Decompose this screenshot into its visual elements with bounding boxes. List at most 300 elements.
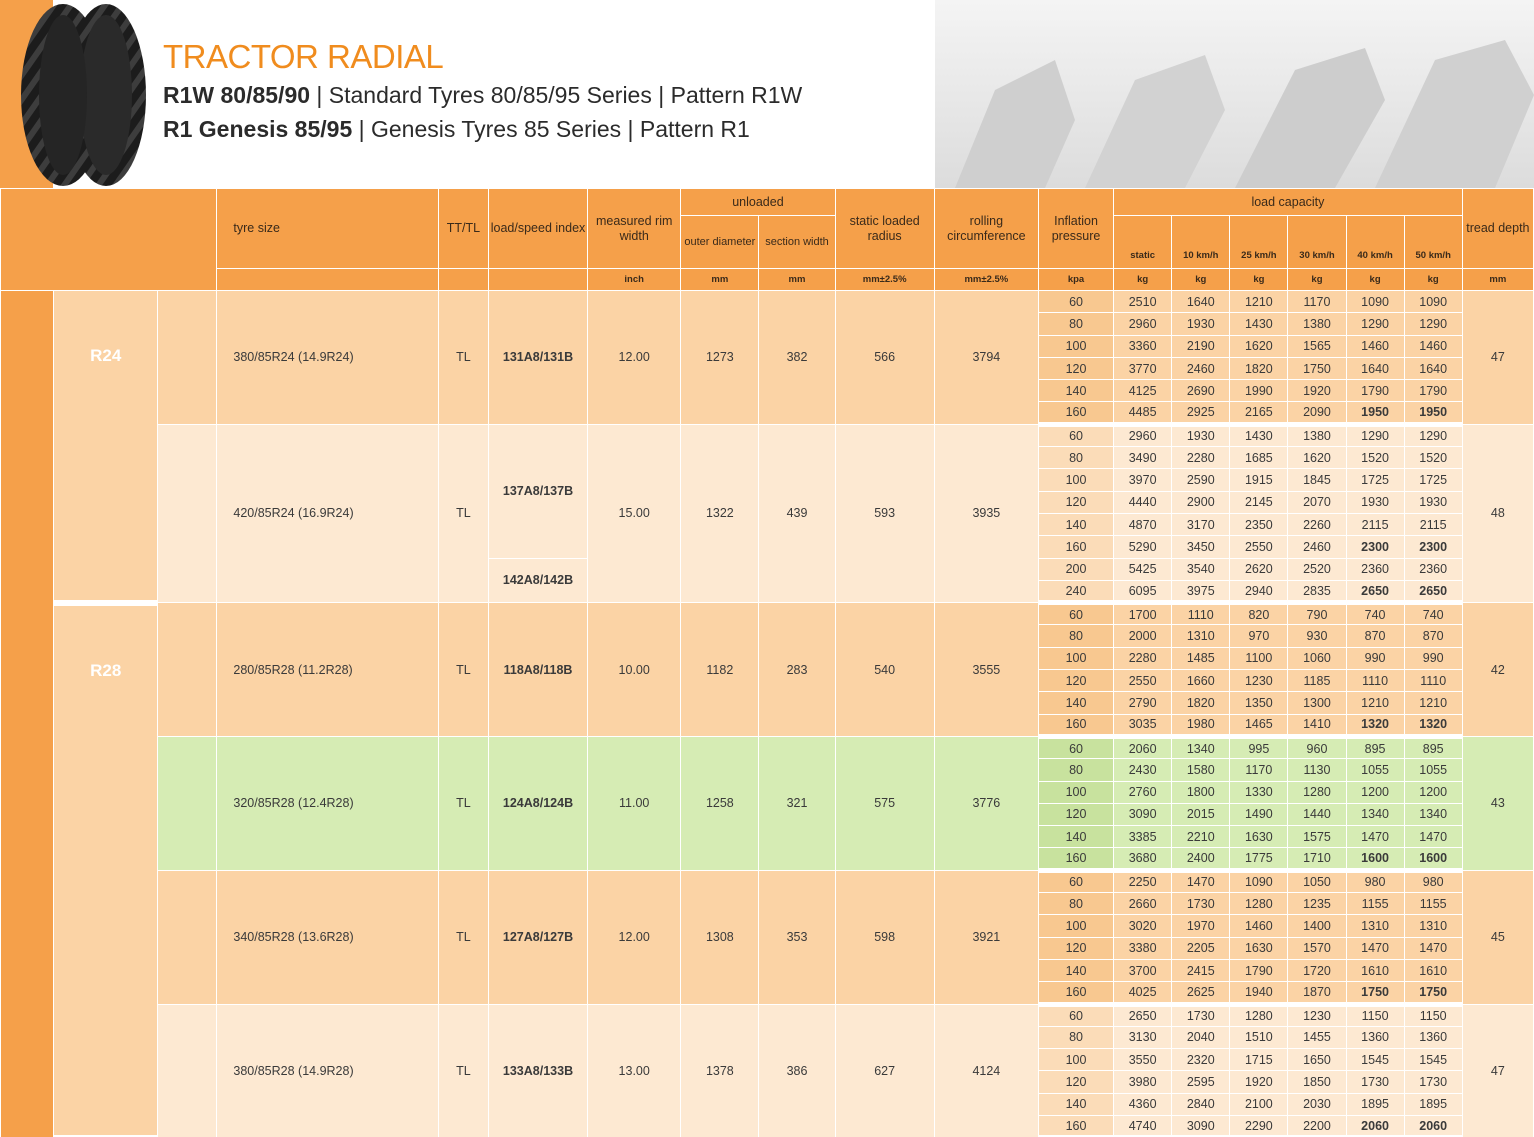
rim-width-cell: 15.00 (588, 424, 681, 602)
col-speed-10: 10 km/h (1172, 216, 1230, 269)
load-cell: 1510 (1230, 1026, 1288, 1048)
pressure-cell: 80 (1038, 313, 1113, 335)
load-cell: 1600 (1404, 848, 1462, 870)
pressure-cell: 120 (1038, 491, 1113, 513)
load-cell: 1895 (1404, 1093, 1462, 1115)
load-cell: 930 (1288, 625, 1346, 647)
load-cell: 1340 (1404, 803, 1462, 825)
pressure-cell: 100 (1038, 1049, 1113, 1071)
col-tt-tl: TT/TL (438, 189, 488, 269)
load-cell: 1545 (1404, 1049, 1462, 1071)
load-cell: 870 (1346, 625, 1404, 647)
load-cell: 990 (1346, 647, 1404, 669)
load-cell: 995 (1230, 736, 1288, 758)
load-cell: 1090 (1346, 291, 1404, 313)
col-rim-width (588, 189, 681, 269)
load-cell: 1380 (1288, 424, 1346, 446)
col-speed-static: static (1114, 216, 1172, 269)
load-cell: 2415 (1172, 959, 1230, 981)
load-cell: 1310 (1346, 915, 1404, 937)
pressure-cell: 60 (1038, 736, 1113, 758)
load-cell: 3450 (1172, 536, 1230, 558)
load-cell: 1350 (1230, 692, 1288, 714)
load-cell: 2620 (1230, 558, 1288, 580)
outer-diameter-cell: 1308 (681, 870, 759, 1004)
background-tread-image (935, 0, 1534, 188)
col-outer-diameter-label: outer diameter (684, 235, 756, 248)
load-cell: 1460 (1346, 335, 1404, 357)
pressure-cell: 100 (1038, 781, 1113, 803)
load-cell: 2520 (1288, 558, 1346, 580)
pressure-cell: 140 (1038, 380, 1113, 402)
pressure-cell: 200 (1038, 558, 1113, 580)
load-cell: 3020 (1114, 915, 1172, 937)
group-left-margin (1, 291, 54, 603)
load-cell: 2030 (1288, 1093, 1346, 1115)
static-radius-cell: 575 (835, 736, 934, 870)
load-speed-index-cell: 137A8/137B (488, 424, 587, 558)
load-cell: 1050 (1288, 870, 1346, 892)
load-cell: 1700 (1114, 603, 1172, 625)
load-cell: 1545 (1346, 1049, 1404, 1071)
load-cell: 1170 (1230, 759, 1288, 781)
unit-tread: mm (1462, 269, 1533, 291)
load-cell: 1310 (1404, 915, 1462, 937)
rolling-circ-cell: 3555 (934, 603, 1038, 737)
load-cell: 3090 (1114, 803, 1172, 825)
load-cell: 970 (1230, 625, 1288, 647)
load-cell: 1210 (1404, 692, 1462, 714)
load-cell: 4125 (1114, 380, 1172, 402)
load-cell: 2840 (1172, 1093, 1230, 1115)
load-cell: 895 (1346, 736, 1404, 758)
load-cell: 2460 (1172, 357, 1230, 379)
load-cell: 1800 (1172, 781, 1230, 803)
load-cell: 2660 (1114, 893, 1172, 915)
tt-tl-cell: TL (438, 603, 488, 737)
pressure-cell: 140 (1038, 513, 1113, 535)
load-cell: 2960 (1114, 313, 1172, 335)
load-cell: 1230 (1230, 670, 1288, 692)
col-speed-25: 25 km/h (1230, 216, 1288, 269)
static-radius-cell: 566 (835, 291, 934, 425)
unit-load-static: kg (1114, 269, 1172, 291)
outer-diameter-cell: 1378 (681, 1004, 759, 1137)
load-cell: 2280 (1172, 447, 1230, 469)
load-cell: 2650 (1404, 580, 1462, 602)
load-cell: 1090 (1404, 291, 1462, 313)
outer-diameter-cell: 1182 (681, 603, 759, 737)
load-cell: 1210 (1230, 291, 1288, 313)
pressure-cell: 60 (1038, 870, 1113, 892)
static-radius-cell: 627 (835, 1004, 934, 1137)
load-cell: 2250 (1114, 870, 1172, 892)
unit-tyre-size (217, 269, 438, 291)
load-cell: 1470 (1404, 937, 1462, 959)
load-cell: 2350 (1230, 513, 1288, 535)
load-cell: 2900 (1172, 491, 1230, 513)
load-cell: 1340 (1346, 803, 1404, 825)
load-cell: 1600 (1346, 848, 1404, 870)
load-cell: 1460 (1230, 915, 1288, 937)
load-cell: 3090 (1172, 1115, 1230, 1137)
load-cell: 1620 (1230, 335, 1288, 357)
load-cell: 2760 (1114, 781, 1172, 803)
col-speed-40: 40 km/h (1346, 216, 1404, 269)
load-cell: 1610 (1346, 959, 1404, 981)
load-cell: 1460 (1404, 335, 1462, 357)
col-speed-30: 30 km/h (1288, 216, 1346, 269)
pressure-cell: 60 (1038, 603, 1113, 625)
load-cell: 2190 (1172, 335, 1230, 357)
pressure-cell: 160 (1038, 1115, 1113, 1137)
load-cell: 790 (1288, 603, 1346, 625)
pressure-cell: 80 (1038, 893, 1113, 915)
load-cell: 3550 (1114, 1049, 1172, 1071)
load-cell: 1360 (1404, 1026, 1462, 1048)
col-rolling-circ-label: rolling circumference (947, 213, 1026, 243)
rim-width-cell: 12.00 (588, 291, 681, 425)
load-cell: 2940 (1230, 580, 1288, 602)
pressure-cell: 140 (1038, 826, 1113, 848)
tyre-spec-table-container (0, 188, 1534, 1137)
load-cell: 3130 (1114, 1026, 1172, 1048)
load-cell: 3980 (1114, 1071, 1172, 1093)
load-cell: 1440 (1288, 803, 1346, 825)
load-cell: 3170 (1172, 513, 1230, 535)
load-cell: 3035 (1114, 714, 1172, 736)
blank-cell (158, 291, 217, 425)
load-cell: 5425 (1114, 558, 1172, 580)
load-cell: 1750 (1288, 357, 1346, 379)
load-cell: 4485 (1114, 402, 1172, 424)
rim-group-label: R24 (54, 291, 158, 603)
col-section-width-label: section width (765, 235, 829, 248)
load-cell: 1155 (1346, 893, 1404, 915)
load-cell: 1340 (1172, 736, 1230, 758)
tt-tl-cell: TL (438, 736, 488, 870)
pressure-cell: 140 (1038, 1093, 1113, 1115)
load-cell: 2300 (1404, 536, 1462, 558)
col-static-radius (835, 189, 934, 269)
load-cell: 1750 (1404, 982, 1462, 1004)
load-cell: 1790 (1346, 380, 1404, 402)
pressure-cell: 140 (1038, 959, 1113, 981)
load-cell: 1290 (1404, 424, 1462, 446)
load-cell: 1300 (1288, 692, 1346, 714)
load-cell: 895 (1404, 736, 1462, 758)
pressure-cell: 120 (1038, 937, 1113, 959)
table-row (1, 1004, 1534, 1026)
load-cell: 2115 (1404, 513, 1462, 535)
rolling-circ-cell: 3935 (934, 424, 1038, 602)
load-cell: 1320 (1346, 714, 1404, 736)
outer-diameter-cell: 1258 (681, 736, 759, 870)
load-cell: 1930 (1172, 424, 1230, 446)
load-cell: 2100 (1230, 1093, 1288, 1115)
load-cell: 1235 (1288, 893, 1346, 915)
load-cell: 2320 (1172, 1049, 1230, 1071)
pressure-cell: 80 (1038, 759, 1113, 781)
load-cell: 2510 (1114, 291, 1172, 313)
load-cell: 3700 (1114, 959, 1172, 981)
load-cell: 740 (1346, 603, 1404, 625)
load-cell: 1640 (1404, 357, 1462, 379)
load-cell: 1055 (1404, 759, 1462, 781)
tread-depth-cell: 47 (1462, 1004, 1533, 1137)
load-cell: 2015 (1172, 803, 1230, 825)
load-cell: 2205 (1172, 937, 1230, 959)
col-speed-50: 50 km/h (1404, 216, 1462, 269)
tyre-size-cell: 320/85R28 (12.4R28) (217, 736, 438, 870)
load-cell: 1360 (1346, 1026, 1404, 1048)
pressure-cell: 80 (1038, 625, 1113, 647)
col-rim-width-label: measured rim width (595, 213, 673, 243)
blank-cell (158, 424, 217, 602)
tyre-size-cell: 380/85R28 (14.9R28) (217, 1004, 438, 1137)
col-inflation-label: Inflation pressure (1051, 213, 1101, 243)
col-static-radius-label: static loaded radius (849, 213, 920, 243)
pressure-cell: 100 (1038, 469, 1113, 491)
load-cell: 2430 (1114, 759, 1172, 781)
load-cell: 1150 (1404, 1004, 1462, 1026)
load-cell: 1580 (1172, 759, 1230, 781)
unit-tt-tl (438, 269, 488, 291)
load-cell: 1845 (1288, 469, 1346, 491)
load-cell: 2650 (1114, 1004, 1172, 1026)
load-cell: 2290 (1230, 1115, 1288, 1137)
load-cell: 1970 (1172, 915, 1230, 937)
load-cell: 2060 (1346, 1115, 1404, 1137)
load-cell: 1715 (1230, 1049, 1288, 1071)
load-cell: 6095 (1114, 580, 1172, 602)
outer-diameter-cell: 1322 (681, 424, 759, 602)
load-cell: 1790 (1230, 959, 1288, 981)
load-cell: 1725 (1346, 469, 1404, 491)
unit-load-50: kg (1404, 269, 1462, 291)
load-cell: 2625 (1172, 982, 1230, 1004)
load-cell: 1110 (1404, 670, 1462, 692)
outer-diameter-cell: 1273 (681, 291, 759, 425)
pressure-cell: 100 (1038, 915, 1113, 937)
load-cell: 1930 (1346, 491, 1404, 513)
load-cell: 4025 (1114, 982, 1172, 1004)
load-cell: 2280 (1114, 647, 1172, 669)
load-cell: 2595 (1172, 1071, 1230, 1093)
load-cell: 1430 (1230, 313, 1288, 335)
pressure-cell: 160 (1038, 848, 1113, 870)
load-cell: 1725 (1404, 469, 1462, 491)
load-cell: 1470 (1346, 826, 1404, 848)
load-cell: 1710 (1288, 848, 1346, 870)
load-cell: 1790 (1404, 380, 1462, 402)
load-cell: 1130 (1288, 759, 1346, 781)
load-cell: 2300 (1346, 536, 1404, 558)
load-cell: 1720 (1288, 959, 1346, 981)
load-cell: 1470 (1172, 870, 1230, 892)
load-cell: 4870 (1114, 513, 1172, 535)
table-row (1, 424, 1534, 446)
load-cell: 3770 (1114, 357, 1172, 379)
section-width-cell: 353 (759, 870, 835, 1004)
unit-rim: inch (588, 269, 681, 291)
subtitle-line-1 (163, 82, 802, 109)
tread-depth-cell: 43 (1462, 736, 1533, 870)
col-tread-depth-label: tread depth (1466, 221, 1530, 235)
load-cell: 1330 (1230, 781, 1288, 803)
load-cell: 1520 (1346, 447, 1404, 469)
pattern-name-r1w: R1W 80/85/90 (163, 82, 311, 108)
tread-depth-cell: 47 (1462, 291, 1533, 425)
load-cell: 1610 (1404, 959, 1462, 981)
load-cell: 1410 (1288, 714, 1346, 736)
tyre-spec-body (1, 291, 1534, 1137)
blank-cell (158, 870, 217, 1004)
load-cell: 1430 (1230, 424, 1288, 446)
tyre-spec-table (0, 188, 1534, 1137)
load-cell: 3540 (1172, 558, 1230, 580)
rolling-circ-cell: 4124 (934, 1004, 1038, 1137)
load-cell: 2165 (1230, 402, 1288, 424)
load-cell: 1660 (1172, 670, 1230, 692)
load-cell: 1290 (1346, 313, 1404, 335)
static-radius-cell: 593 (835, 424, 934, 602)
load-cell: 980 (1404, 870, 1462, 892)
load-cell: 1200 (1404, 781, 1462, 803)
tt-tl-cell: TL (438, 870, 488, 1004)
load-speed-index-cell: 133A8/133B (488, 1004, 587, 1137)
load-cell: 4360 (1114, 1093, 1172, 1115)
rolling-circ-cell: 3921 (934, 870, 1038, 1004)
load-cell: 1290 (1404, 313, 1462, 335)
table-row (1, 736, 1534, 758)
tyre-size-cell: 340/85R28 (13.6R28) (217, 870, 438, 1004)
load-cell: 1090 (1230, 870, 1288, 892)
load-cell: 4440 (1114, 491, 1172, 513)
unit-outer: mm (681, 269, 759, 291)
col-section-width (759, 216, 835, 269)
load-cell: 1470 (1404, 826, 1462, 848)
col-load-speed-label: load/speed index (490, 221, 586, 235)
tyre-size-cell: 280/85R28 (11.2R28) (217, 603, 438, 737)
load-cell: 1620 (1288, 447, 1346, 469)
tread-depth-cell: 42 (1462, 603, 1533, 737)
tyre-size-cell: 380/85R24 (14.9R24) (217, 291, 438, 425)
load-cell: 990 (1404, 647, 1462, 669)
load-cell: 1950 (1404, 402, 1462, 424)
col-tyre-size: tyre size (217, 189, 438, 269)
load-cell: 960 (1288, 736, 1346, 758)
pressure-cell: 60 (1038, 1004, 1113, 1026)
load-cell: 2060 (1114, 736, 1172, 758)
tyre-size-cell: 420/85R24 (16.9R24) (217, 424, 438, 602)
pressure-cell: 120 (1038, 357, 1113, 379)
col-unloaded: unloaded (681, 189, 835, 216)
load-cell: 1200 (1346, 781, 1404, 803)
load-cell: 1730 (1172, 1004, 1230, 1026)
load-cell: 3360 (1114, 335, 1172, 357)
load-cell: 5290 (1114, 536, 1172, 558)
load-cell: 2210 (1172, 826, 1230, 848)
load-speed-index-cell: 127A8/127B (488, 870, 587, 1004)
load-cell: 1570 (1288, 937, 1346, 959)
pressure-cell: 120 (1038, 670, 1113, 692)
blank-cell (158, 1004, 217, 1137)
load-cell: 1850 (1288, 1071, 1346, 1093)
load-cell: 2650 (1346, 580, 1404, 602)
load-cell: 2060 (1404, 1115, 1462, 1137)
load-cell: 740 (1404, 603, 1462, 625)
unit-load-30: kg (1288, 269, 1346, 291)
load-cell: 2590 (1172, 469, 1230, 491)
rim-group-label: R28 (54, 603, 158, 1137)
load-cell: 3385 (1114, 826, 1172, 848)
load-cell: 1455 (1288, 1026, 1346, 1048)
unit-section: mm (759, 269, 835, 291)
load-cell: 1485 (1172, 647, 1230, 669)
load-cell: 2070 (1288, 491, 1346, 513)
load-cell: 870 (1404, 625, 1462, 647)
load-cell: 1685 (1230, 447, 1288, 469)
group-left-margin (1, 603, 54, 1137)
page-title: TRACTOR RADIAL (163, 38, 444, 75)
pattern-description-r1w: | Standard Tyres 80/85/95 Series | Pattern R1W (310, 82, 803, 108)
tt-tl-cell: TL (438, 291, 488, 425)
section-width-cell: 386 (759, 1004, 835, 1137)
load-cell: 1895 (1346, 1093, 1404, 1115)
pressure-cell: 160 (1038, 982, 1113, 1004)
load-speed-index-cell: 131A8/131B (488, 291, 587, 425)
load-cell: 1055 (1346, 759, 1404, 781)
rim-width-cell: 10.00 (588, 603, 681, 737)
rim-width-cell: 11.00 (588, 736, 681, 870)
pressure-cell: 60 (1038, 424, 1113, 446)
load-cell: 2260 (1288, 513, 1346, 535)
rolling-circ-cell: 3776 (934, 736, 1038, 870)
pressure-cell: 160 (1038, 402, 1113, 424)
tractor-tyre-image (18, 2, 148, 188)
rim-width-cell: 13.00 (588, 1004, 681, 1137)
load-cell: 2960 (1114, 424, 1172, 446)
unit-load-index (488, 269, 587, 291)
load-cell: 1170 (1288, 291, 1346, 313)
table-row (1, 291, 1534, 313)
load-cell: 1470 (1346, 937, 1404, 959)
load-cell: 2360 (1404, 558, 1462, 580)
load-cell: 1400 (1288, 915, 1346, 937)
col-rolling-circ (934, 189, 1038, 269)
tread-depth-cell: 45 (1462, 870, 1533, 1004)
tt-tl-cell: TL (438, 424, 488, 602)
load-cell: 1950 (1346, 402, 1404, 424)
pressure-cell: 160 (1038, 536, 1113, 558)
load-speed-index-cell: 118A8/118B (488, 603, 587, 737)
section-width-cell: 382 (759, 291, 835, 425)
load-cell: 3490 (1114, 447, 1172, 469)
load-cell: 2000 (1114, 625, 1172, 647)
pressure-cell: 100 (1038, 647, 1113, 669)
table-row (1, 603, 1534, 625)
load-cell: 1100 (1230, 647, 1288, 669)
load-cell: 1290 (1346, 424, 1404, 446)
load-cell: 1110 (1346, 670, 1404, 692)
load-cell: 1110 (1172, 603, 1230, 625)
load-cell: 3975 (1172, 580, 1230, 602)
load-cell: 2460 (1288, 536, 1346, 558)
load-cell: 1630 (1230, 937, 1288, 959)
load-cell: 1750 (1346, 982, 1404, 1004)
load-cell: 1915 (1230, 469, 1288, 491)
